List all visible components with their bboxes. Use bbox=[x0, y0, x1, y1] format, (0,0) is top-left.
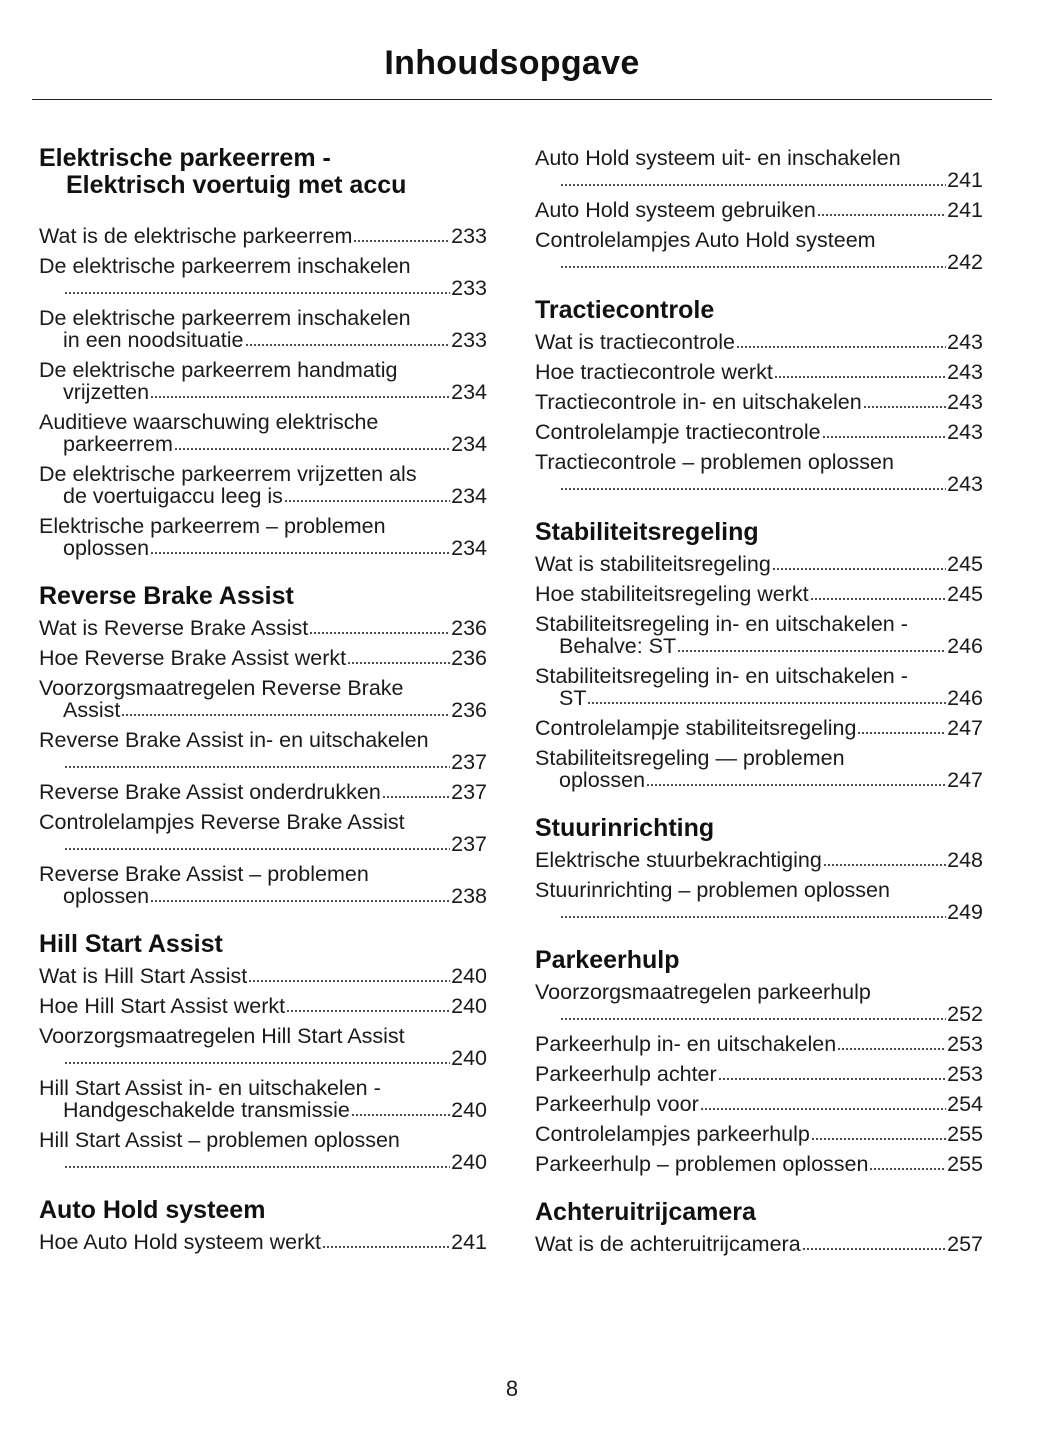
toc-entry[interactable] bbox=[535, 199, 983, 221]
toc-entry-line bbox=[535, 1063, 983, 1085]
toc-entry-page: 243 bbox=[947, 390, 983, 414]
toc-entry-line bbox=[535, 613, 983, 635]
toc-entry-title-cont: oplossen bbox=[63, 884, 150, 908]
toc-entry-page: 241 bbox=[947, 168, 983, 192]
toc-entry-continuation bbox=[39, 1099, 487, 1121]
toc-entry-title: Voorzorgsmaatregelen Reverse Brake bbox=[39, 676, 404, 700]
toc-entry-title-cont: parkeerrem bbox=[63, 432, 173, 456]
dot-leader bbox=[353, 239, 450, 243]
section-heading-text: Achteruitrijcamera bbox=[535, 1198, 756, 1226]
toc-entry-line bbox=[535, 199, 983, 221]
toc-entry[interactable] bbox=[535, 1123, 983, 1145]
toc-entry-line bbox=[39, 515, 487, 537]
toc-entry-title: Elektrische stuurbekrachtiging bbox=[535, 848, 822, 872]
dot-leader bbox=[347, 661, 450, 665]
toc-entry-line bbox=[39, 1129, 487, 1151]
toc-entry-continuation bbox=[535, 769, 983, 791]
toc-entry[interactable] bbox=[535, 1063, 983, 1085]
dot-leader bbox=[382, 795, 450, 799]
toc-entry-continuation bbox=[535, 473, 983, 495]
toc-entry-line bbox=[39, 255, 487, 277]
toc-entry-page: 253 bbox=[947, 1062, 983, 1086]
toc-entry-title: Wat is de elektrische parkeerrem bbox=[39, 224, 353, 248]
toc-entry-title: Auditieve waarschuwing elektrische bbox=[39, 410, 379, 434]
toc-entry-title: De elektrische parkeerrem inschakelen bbox=[39, 254, 411, 278]
toc-entry-continuation bbox=[39, 751, 487, 773]
toc-section bbox=[535, 1199, 983, 1255]
toc-entry-title: Controlelampje stabiliteitsregeling bbox=[535, 716, 857, 740]
section-heading-text: Elektrische parkeerrem - bbox=[39, 144, 331, 172]
toc-entry[interactable] bbox=[535, 665, 983, 709]
toc-entry-page: 242 bbox=[947, 250, 983, 274]
dot-leader bbox=[857, 731, 946, 735]
dot-leader bbox=[174, 447, 450, 451]
section-heading bbox=[39, 1197, 487, 1224]
dot-leader bbox=[736, 345, 946, 349]
toc-entry-line bbox=[535, 879, 983, 901]
toc-entry[interactable] bbox=[39, 307, 487, 351]
toc-entry-line bbox=[535, 361, 983, 383]
toc-section bbox=[535, 947, 983, 1175]
toc-entry-line bbox=[535, 391, 983, 413]
toc-entry-page: 237 bbox=[451, 832, 487, 856]
toc-entry-line bbox=[39, 811, 487, 833]
toc-entry-title: Controlelampjes Reverse Brake Assist bbox=[39, 810, 405, 834]
toc-entry[interactable] bbox=[535, 849, 983, 871]
section-heading bbox=[535, 947, 983, 974]
toc-entry-title-cont: ST bbox=[559, 686, 587, 710]
toc-entry-line bbox=[535, 1153, 983, 1175]
toc-entry[interactable] bbox=[39, 255, 487, 299]
toc-entry-title: Reverse Brake Assist onderdrukken bbox=[39, 780, 381, 804]
toc-entry-line bbox=[535, 421, 983, 443]
toc-entry-title: Hoe Reverse Brake Assist werkt bbox=[39, 646, 347, 670]
dot-leader bbox=[560, 487, 946, 491]
toc-entry-line bbox=[39, 647, 487, 669]
toc-entry-title: Parkeerhulp voor bbox=[535, 1092, 699, 1116]
dot-leader bbox=[822, 435, 947, 439]
toc-entry-line bbox=[535, 981, 983, 1003]
toc-entry-line bbox=[39, 1231, 487, 1253]
toc-section bbox=[39, 145, 487, 559]
dot-leader bbox=[677, 649, 946, 653]
dot-leader bbox=[64, 847, 450, 851]
toc-entry-page: 255 bbox=[947, 1122, 983, 1146]
dot-leader bbox=[560, 183, 946, 187]
toc-entry-continuation bbox=[39, 381, 487, 403]
toc-entry[interactable] bbox=[39, 463, 487, 507]
toc-section bbox=[535, 147, 983, 273]
toc-entry[interactable] bbox=[39, 1129, 487, 1173]
dot-leader bbox=[863, 405, 946, 409]
section-heading-text: Hill Start Assist bbox=[39, 930, 223, 958]
toc-entry-page: 255 bbox=[947, 1152, 983, 1176]
toc-entry-page: 253 bbox=[947, 1032, 983, 1056]
toc-entry-page: 233 bbox=[451, 224, 487, 248]
toc-entry[interactable] bbox=[535, 1093, 983, 1115]
section-heading bbox=[535, 297, 983, 324]
toc-entry-page: 233 bbox=[451, 276, 487, 300]
toc-entry-line bbox=[39, 729, 487, 751]
toc-entry[interactable] bbox=[39, 1231, 487, 1253]
toc-entry-continuation bbox=[39, 537, 487, 559]
toc-entry-title: Controlelampje tractiecontrole bbox=[535, 420, 821, 444]
toc-entry-title: Hoe stabiliteitsregeling werkt bbox=[535, 582, 809, 606]
toc-entry-page: 243 bbox=[947, 472, 983, 496]
toc-entry-page: 246 bbox=[947, 634, 983, 658]
toc-entry-page: 238 bbox=[451, 884, 487, 908]
dot-leader bbox=[150, 551, 450, 555]
toc-entry[interactable] bbox=[39, 359, 487, 403]
toc-entry-page: 234 bbox=[451, 432, 487, 456]
toc-entry[interactable] bbox=[535, 747, 983, 791]
toc-entry-title: Stabiliteitsregeling — problemen bbox=[535, 746, 845, 770]
toc-entry-continuation bbox=[39, 485, 487, 507]
dot-leader bbox=[817, 213, 946, 217]
toc-entry-page: 237 bbox=[451, 780, 487, 804]
dot-leader bbox=[560, 915, 946, 919]
toc-entry[interactable] bbox=[535, 1033, 983, 1055]
toc-entry-line bbox=[39, 617, 487, 639]
toc-entry-page: 247 bbox=[947, 716, 983, 740]
dot-leader bbox=[322, 1245, 450, 1249]
toc-entry-line bbox=[535, 1093, 983, 1115]
toc-entry[interactable] bbox=[535, 229, 983, 273]
toc-entry-title: Wat is Hill Start Assist bbox=[39, 964, 248, 988]
toc-entry-title: Hill Start Assist – problemen oplossen bbox=[39, 1128, 400, 1152]
section-heading bbox=[39, 931, 487, 958]
toc-entry-title-cont: Assist bbox=[63, 698, 121, 722]
toc-entry-line bbox=[535, 1233, 983, 1255]
section-heading-text: Reverse Brake Assist bbox=[39, 582, 294, 610]
toc-entry-page: 245 bbox=[947, 582, 983, 606]
dot-leader bbox=[284, 499, 450, 503]
toc-entry-page: 236 bbox=[451, 698, 487, 722]
toc-entry-title-cont: de voertuigaccu leeg is bbox=[63, 484, 283, 508]
toc-entry-continuation bbox=[39, 277, 487, 299]
dot-leader bbox=[309, 631, 450, 635]
toc-entry-title-cont: Behalve: ST bbox=[559, 634, 677, 658]
toc-entry-line bbox=[39, 463, 487, 485]
toc-entry-page: 246 bbox=[947, 686, 983, 710]
title-divider bbox=[32, 99, 992, 100]
toc-entry[interactable] bbox=[535, 1233, 983, 1255]
toc-entry[interactable] bbox=[535, 451, 983, 495]
toc-entry-title: Parkeerhulp – problemen oplossen bbox=[535, 1152, 869, 1176]
toc-entry-title: Wat is stabiliteitsregeling bbox=[535, 552, 771, 576]
toc-entry-continuation bbox=[535, 1003, 983, 1025]
toc-section bbox=[535, 297, 983, 495]
toc-entry-page: 243 bbox=[947, 330, 983, 354]
toc-entry-title: Tractiecontrole in- en uitschakelen bbox=[535, 390, 862, 414]
toc-entry-line bbox=[39, 359, 487, 381]
toc-entry-page: 234 bbox=[451, 536, 487, 560]
toc-entry-title: Voorzorgsmaatregelen Hill Start Assist bbox=[39, 1024, 405, 1048]
toc-entry-title: Hoe Hill Start Assist werkt bbox=[39, 994, 286, 1018]
toc-section bbox=[535, 815, 983, 923]
section-heading-text: Tractiecontrole bbox=[535, 296, 715, 324]
section-heading-text: Auto Hold systeem bbox=[39, 1196, 266, 1224]
toc-entry-line bbox=[39, 677, 487, 699]
toc-entry-line bbox=[39, 1077, 487, 1099]
dot-leader bbox=[64, 1165, 450, 1169]
toc-entry-page: 237 bbox=[451, 750, 487, 774]
toc-entry-title-cont: oplossen bbox=[559, 768, 646, 792]
toc-entry-line bbox=[39, 307, 487, 329]
toc-entry-title: Auto Hold systeem gebruiken bbox=[535, 198, 816, 222]
toc-entry-page: 243 bbox=[947, 360, 983, 384]
toc-entry-line bbox=[535, 583, 983, 605]
dot-leader bbox=[718, 1077, 946, 1081]
dot-leader bbox=[286, 1009, 450, 1013]
toc-entry-line bbox=[535, 849, 983, 871]
toc-entry-line bbox=[535, 229, 983, 251]
toc-entry[interactable] bbox=[535, 421, 983, 443]
dot-leader bbox=[811, 1137, 946, 1141]
dot-leader bbox=[248, 979, 450, 983]
section-heading-subtext: Elektrisch voertuig met accu bbox=[66, 171, 407, 199]
dot-leader bbox=[772, 567, 946, 571]
toc-column-right bbox=[535, 147, 983, 1279]
dot-leader bbox=[351, 1113, 450, 1117]
toc-entry-title-cont: in een noodsituatie bbox=[63, 328, 244, 352]
toc-section bbox=[535, 519, 983, 791]
toc-entry-title: De elektrische parkeerrem handmatig bbox=[39, 358, 398, 382]
toc-entry-line bbox=[535, 147, 983, 169]
dot-leader bbox=[560, 1017, 946, 1021]
section-heading bbox=[535, 815, 983, 842]
toc-entry-title: Controlelampjes parkeerhulp bbox=[535, 1122, 810, 1146]
toc-entry-page: 234 bbox=[451, 484, 487, 508]
toc-entry[interactable] bbox=[39, 781, 487, 803]
dot-leader bbox=[121, 713, 450, 717]
toc-entry-continuation bbox=[535, 687, 983, 709]
toc-entry[interactable] bbox=[535, 879, 983, 923]
toc-entry-page: 247 bbox=[947, 768, 983, 792]
toc-entry[interactable] bbox=[535, 981, 983, 1025]
toc-section bbox=[39, 583, 487, 907]
toc-entry-title: Voorzorgsmaatregelen parkeerhulp bbox=[535, 980, 871, 1004]
toc-entry-title: Wat is tractiecontrole bbox=[535, 330, 735, 354]
toc-entry-page: 241 bbox=[947, 198, 983, 222]
toc-entry-line bbox=[39, 995, 487, 1017]
toc-entry[interactable] bbox=[39, 1077, 487, 1121]
toc-entry-title: Stabiliteitsregeling in- en uitschakelen - bbox=[535, 612, 908, 636]
toc-entry-title: Wat is de achteruitrijcamera bbox=[535, 1232, 801, 1256]
toc-entry-continuation bbox=[39, 885, 487, 907]
toc-entry[interactable] bbox=[535, 553, 983, 575]
toc-entry-title: Auto Hold systeem uit- en inschakelen bbox=[535, 146, 901, 170]
toc-entry-continuation bbox=[535, 251, 983, 273]
toc-entry[interactable] bbox=[535, 147, 983, 191]
toc-entry-continuation bbox=[39, 1047, 487, 1069]
dot-leader bbox=[245, 343, 451, 347]
toc-entry[interactable] bbox=[535, 331, 983, 353]
toc-entry-page: 236 bbox=[451, 616, 487, 640]
toc-entry[interactable] bbox=[39, 811, 487, 855]
dot-leader bbox=[64, 1061, 450, 1065]
toc-entry-title: Parkeerhulp achter bbox=[535, 1062, 717, 1086]
toc-entry-continuation bbox=[535, 901, 983, 923]
toc-entry-title: Reverse Brake Assist in- en uitschakelen bbox=[39, 728, 429, 752]
dot-leader bbox=[150, 395, 450, 399]
toc-entry-title: Reverse Brake Assist – problemen bbox=[39, 862, 369, 886]
dot-leader bbox=[64, 291, 450, 295]
toc-section bbox=[39, 931, 487, 1173]
toc-entry[interactable] bbox=[535, 361, 983, 383]
toc-entry-line bbox=[39, 411, 487, 433]
toc-entry-page: 240 bbox=[451, 1150, 487, 1174]
dot-leader bbox=[700, 1107, 946, 1111]
toc-entry[interactable] bbox=[39, 617, 487, 639]
toc-entry[interactable] bbox=[39, 677, 487, 721]
section-heading-text: Stabiliteitsregeling bbox=[535, 518, 759, 546]
toc-entry-title: Stabiliteitsregeling in- en uitschakelen - bbox=[535, 664, 908, 688]
toc-entry-line bbox=[535, 747, 983, 769]
page-number: 8 bbox=[505, 1376, 519, 1401]
toc-entry-page: 241 bbox=[451, 1230, 487, 1254]
toc-entry-page: 234 bbox=[451, 380, 487, 404]
toc-entry-line bbox=[535, 451, 983, 473]
toc-entry-page: 240 bbox=[451, 964, 487, 988]
toc-entry-title: De elektrische parkeerrem vrijzetten als bbox=[39, 462, 417, 486]
toc-entry-title: De elektrische parkeerrem inschakelen bbox=[39, 306, 411, 330]
toc-entry-line bbox=[39, 965, 487, 987]
dot-leader bbox=[774, 375, 946, 379]
toc-entry-page: 243 bbox=[947, 420, 983, 444]
toc-entry[interactable] bbox=[535, 391, 983, 413]
toc-entry-page: 248 bbox=[947, 848, 983, 872]
toc-entry[interactable] bbox=[535, 1153, 983, 1175]
section-heading-text: Stuurinrichting bbox=[535, 814, 715, 842]
section-heading bbox=[39, 583, 487, 610]
toc-entry[interactable] bbox=[39, 863, 487, 907]
toc-entry[interactable] bbox=[39, 411, 487, 455]
toc-entry-continuation bbox=[39, 329, 487, 351]
toc-entry-continuation bbox=[39, 699, 487, 721]
toc-entry[interactable] bbox=[39, 965, 487, 987]
section-heading-text: Parkeerhulp bbox=[535, 946, 680, 974]
toc-entry-title-cont: Handgeschakelde transmissie bbox=[63, 1098, 350, 1122]
dot-leader bbox=[646, 783, 946, 787]
dot-leader bbox=[587, 701, 946, 705]
toc-entry-line bbox=[39, 781, 487, 803]
toc-entry-line bbox=[39, 863, 487, 885]
toc-entry[interactable] bbox=[39, 995, 487, 1017]
toc-entry-line bbox=[39, 225, 487, 247]
toc-entry-line bbox=[535, 717, 983, 739]
toc-entry[interactable] bbox=[39, 515, 487, 559]
dot-leader bbox=[802, 1247, 946, 1251]
toc-entry-line bbox=[535, 331, 983, 353]
toc-entry-page: 249 bbox=[947, 900, 983, 924]
toc-entry-title-cont: oplossen bbox=[63, 536, 150, 560]
toc-entry-page: 245 bbox=[947, 552, 983, 576]
toc-entry-line bbox=[535, 665, 983, 687]
section-heading bbox=[39, 145, 487, 199]
toc-entry-continuation bbox=[39, 433, 487, 455]
toc-entry-title: Stuurinrichting – problemen oplossen bbox=[535, 878, 890, 902]
toc-entry-continuation bbox=[39, 1151, 487, 1173]
toc-entry-title: Wat is Reverse Brake Assist bbox=[39, 616, 309, 640]
dot-leader bbox=[150, 899, 450, 903]
toc-entry-line bbox=[39, 1025, 487, 1047]
toc-entry[interactable] bbox=[39, 729, 487, 773]
toc-entry[interactable] bbox=[39, 1025, 487, 1069]
toc-entry[interactable] bbox=[535, 717, 983, 739]
toc-entry-page: 257 bbox=[947, 1232, 983, 1256]
dot-leader bbox=[837, 1047, 946, 1051]
toc-entry-title: Parkeerhulp in- en uitschakelen bbox=[535, 1032, 837, 1056]
toc-entry-continuation bbox=[535, 635, 983, 657]
toc-entry-continuation bbox=[535, 169, 983, 191]
toc-entry-line bbox=[535, 1033, 983, 1055]
toc-entry-page: 236 bbox=[451, 646, 487, 670]
dot-leader bbox=[810, 597, 946, 601]
section-heading bbox=[535, 1199, 983, 1226]
page-title: Inhoudsopgave bbox=[384, 44, 640, 82]
dot-leader bbox=[823, 863, 946, 867]
toc-entry[interactable] bbox=[39, 647, 487, 669]
toc-column-left bbox=[39, 145, 487, 1277]
toc-entry-page: 233 bbox=[451, 328, 487, 352]
toc-entry-title: Elektrische parkeerrem – problemen bbox=[39, 514, 386, 538]
toc-entry-line bbox=[535, 553, 983, 575]
toc-entry-page: 240 bbox=[451, 994, 487, 1018]
toc-entry[interactable] bbox=[535, 613, 983, 657]
section-heading bbox=[535, 519, 983, 546]
toc-entry-continuation bbox=[39, 833, 487, 855]
toc-entry-page: 254 bbox=[947, 1092, 983, 1116]
toc-entry-page: 240 bbox=[451, 1098, 487, 1122]
dot-leader bbox=[869, 1167, 946, 1171]
toc-entry-title-cont: vrijzetten bbox=[63, 380, 150, 404]
dot-leader bbox=[560, 265, 946, 269]
toc-entry-title: Controlelampjes Auto Hold systeem bbox=[535, 228, 876, 252]
dot-leader bbox=[64, 765, 450, 769]
toc-entry-page: 240 bbox=[451, 1046, 487, 1070]
toc-entry-title: Hoe tractiecontrole werkt bbox=[535, 360, 773, 384]
toc-entry-line bbox=[535, 1123, 983, 1145]
toc-section bbox=[39, 1197, 487, 1253]
toc-entry[interactable] bbox=[39, 225, 487, 247]
toc-entry-title: Hill Start Assist in- en uitschakelen - bbox=[39, 1076, 381, 1100]
toc-entry-title: Tractiecontrole – problemen oplossen bbox=[535, 450, 894, 474]
toc-entry-page: 252 bbox=[947, 1002, 983, 1026]
toc-entry-title: Hoe Auto Hold systeem werkt bbox=[39, 1230, 322, 1254]
toc-entry[interactable] bbox=[535, 583, 983, 605]
